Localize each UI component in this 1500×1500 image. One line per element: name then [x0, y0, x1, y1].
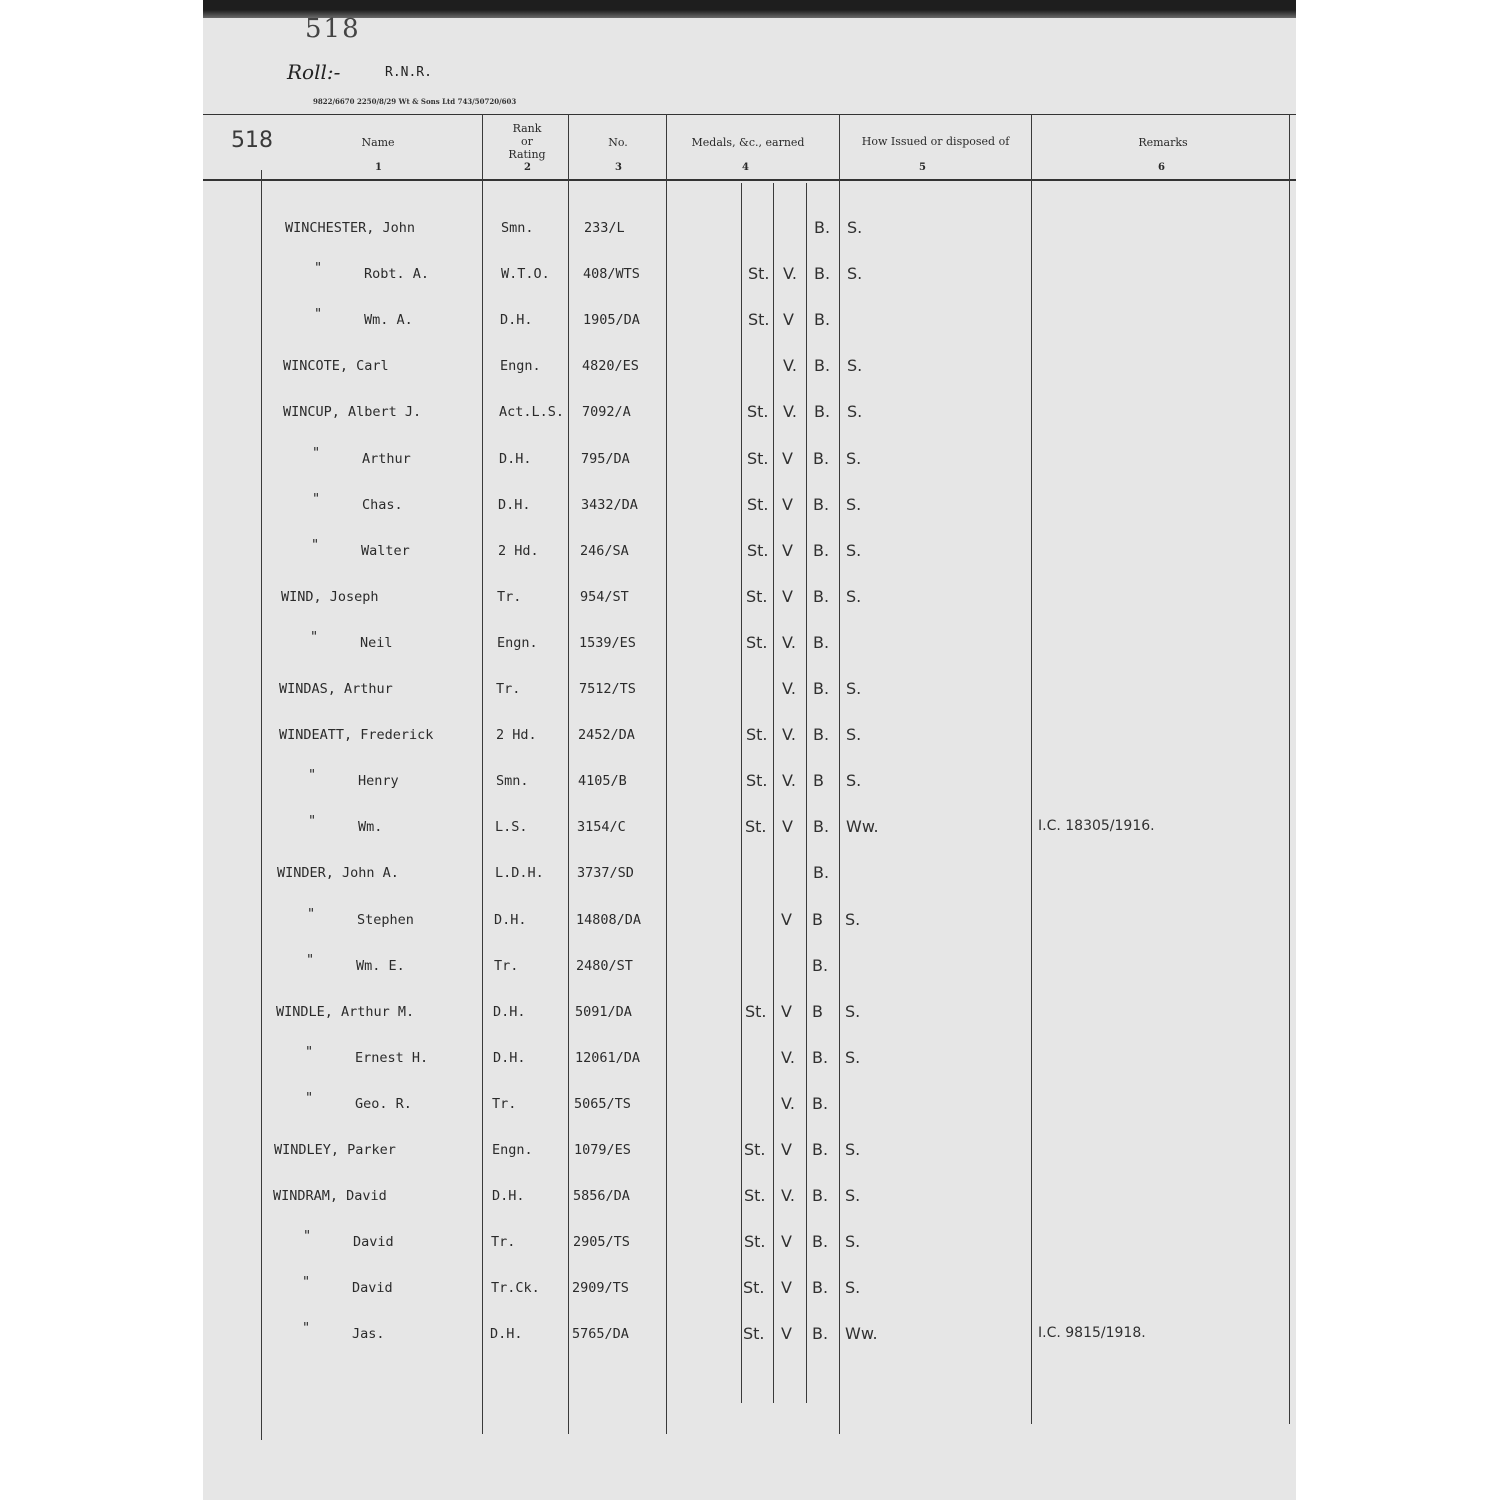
rank-cell: Tr. — [494, 958, 519, 974]
medal-victory: V — [782, 541, 793, 560]
medal-british: B. — [813, 633, 830, 652]
number-cell: 12061/DA — [575, 1050, 641, 1066]
medal-victory: V. — [782, 679, 796, 698]
rank-cell: Act.L.S. — [499, 404, 565, 420]
given-name: David — [353, 1234, 394, 1250]
medal-star: St. — [743, 1278, 765, 1297]
medal-star: St. — [747, 402, 769, 421]
col-num-no: 3 — [615, 162, 622, 173]
number-cell: 5091/DA — [575, 1004, 632, 1020]
surname-name: WINDLE, Arthur M. — [276, 1004, 415, 1020]
col-rule-left-margin — [261, 170, 262, 1440]
number-cell: 1539/ES — [579, 635, 636, 651]
rank-cell: D.H. — [490, 1326, 523, 1342]
surname-name: WINCHESTER, John — [285, 220, 416, 236]
medal-victory: V. — [783, 402, 797, 421]
rank-cell: Engn. — [492, 1142, 533, 1158]
medal-british: B. — [813, 725, 830, 744]
medal-star: St. — [743, 1324, 765, 1343]
medal-victory: V. — [781, 1094, 795, 1113]
page-number-margin: 518 — [231, 128, 273, 153]
ditto-mark: " — [302, 1274, 311, 1290]
remarks-cell: I.C. 18305/1916. — [1038, 818, 1155, 834]
ditto-mark: " — [310, 629, 319, 645]
medal-british: B. — [812, 1324, 829, 1343]
medal-british: B. — [812, 1094, 829, 1113]
medal-victory: V — [782, 449, 793, 468]
medal-victory: V — [783, 310, 794, 329]
medal-victory: V — [781, 1324, 792, 1343]
medal-star: St. — [747, 449, 769, 468]
number-cell: 1905/DA — [583, 312, 640, 328]
col-rule-rank — [568, 114, 569, 1434]
medal-star: St. — [748, 264, 770, 283]
medal-victory: V. — [782, 633, 796, 652]
given-name: Wm. E. — [356, 958, 405, 974]
page-top-shadow — [203, 0, 1296, 18]
medal-star: St. — [745, 817, 767, 836]
ditto-mark: " — [312, 491, 321, 507]
ditto-mark: " — [312, 445, 321, 461]
medal-star: St. — [745, 1002, 767, 1021]
medal-british: B. — [814, 356, 831, 375]
number-cell: 246/SA — [580, 543, 629, 559]
roll-label: Roll:- — [287, 60, 341, 84]
medal-british: B. — [813, 541, 830, 560]
rank-cell: 2 Hd. — [498, 543, 539, 559]
number-cell: 954/ST — [580, 589, 629, 605]
header-bottom-rule — [203, 179, 1296, 181]
medal-star: St. — [746, 771, 768, 790]
number-cell: 2452/DA — [578, 727, 635, 743]
issued-cell: S. — [845, 1140, 861, 1159]
medal-british: B. — [812, 1186, 829, 1205]
medal-british: B. — [812, 956, 829, 975]
medal-victory: V — [781, 1002, 792, 1021]
rank-cell: 2 Hd. — [496, 727, 537, 743]
medal-victory: V — [781, 910, 792, 929]
medal-british: B — [813, 771, 824, 790]
medal-star: St. — [744, 1186, 766, 1205]
ditto-mark: " — [306, 952, 315, 968]
medal-british: B. — [812, 1140, 829, 1159]
number-cell: 3154/C — [577, 819, 626, 835]
medal-star: St. — [747, 495, 769, 514]
number-cell: 2909/TS — [572, 1280, 629, 1296]
roll-page — [203, 0, 1296, 1500]
rank-cell: L.S. — [495, 819, 528, 835]
col-num-rank: 2 — [524, 162, 531, 173]
page-number-top: 518 — [305, 14, 361, 44]
medal-victory: V. — [783, 356, 797, 375]
medal-star: St. — [744, 1232, 766, 1251]
medal-british: B. — [813, 587, 830, 606]
surname-name: WINCOTE, Carl — [283, 358, 389, 374]
medal-british: B. — [814, 218, 831, 237]
medal-british: B. — [813, 679, 830, 698]
medal-rule-2 — [773, 183, 774, 1403]
surname-name: WINDEATT, Frederick — [279, 727, 434, 743]
rank-cell: W.T.O. — [501, 266, 550, 282]
medal-victory: V — [782, 587, 793, 606]
rank-cell: Tr. — [497, 589, 522, 605]
given-name: Arthur — [362, 451, 411, 467]
ditto-mark: " — [311, 537, 320, 553]
col-header-name: Name — [361, 136, 395, 149]
medal-british: B. — [814, 264, 831, 283]
given-name: Ernest H. — [355, 1050, 429, 1066]
surname-name: WINCUP, Albert J. — [283, 404, 422, 420]
issued-cell: S. — [847, 218, 863, 237]
issued-cell: S. — [847, 402, 863, 421]
ditto-mark: " — [302, 1320, 311, 1336]
number-cell: 3432/DA — [581, 497, 638, 513]
medal-star: St. — [746, 587, 768, 606]
issued-cell: S. — [846, 541, 862, 560]
medal-star: St. — [746, 725, 768, 744]
issued-cell: Ww. — [846, 817, 879, 836]
given-name: Wm. — [358, 819, 383, 835]
number-cell: 7512/TS — [579, 681, 636, 697]
col-num-name: 1 — [375, 162, 382, 173]
rank-cell: Tr. — [492, 1096, 517, 1112]
number-cell: 14808/DA — [576, 912, 642, 928]
ditto-mark: " — [314, 260, 323, 276]
issued-cell: S. — [845, 1002, 861, 1021]
surname-name: WINDER, John A. — [277, 865, 399, 881]
given-name: Geo. R. — [355, 1096, 412, 1112]
rank-cell: L.D.H. — [495, 865, 544, 881]
number-cell: 2905/TS — [573, 1234, 630, 1250]
medal-british: B. — [812, 1048, 829, 1067]
issued-cell: S. — [846, 587, 862, 606]
col-header-issued: How Issued or disposed of — [861, 135, 1010, 148]
surname-name: WIND, Joseph — [281, 589, 379, 605]
given-name: Walter — [361, 543, 410, 559]
number-cell: 5765/DA — [572, 1326, 629, 1342]
given-name: Chas. — [362, 497, 403, 513]
rank-cell: D.H. — [499, 451, 532, 467]
issued-cell: S. — [847, 356, 863, 375]
ditto-mark: " — [305, 1044, 314, 1060]
rank-cell: Tr.Ck. — [491, 1280, 540, 1296]
number-cell: 3737/SD — [577, 865, 634, 881]
medal-star: St. — [744, 1140, 766, 1159]
medal-victory: V — [781, 1232, 792, 1251]
ditto-mark: " — [308, 813, 317, 829]
medal-victory: V — [782, 817, 793, 836]
rank-cell: D.H. — [492, 1188, 525, 1204]
medal-star: St. — [748, 310, 770, 329]
issued-cell: S. — [846, 449, 862, 468]
medal-british: B. — [813, 449, 830, 468]
rank-cell: D.H. — [498, 497, 531, 513]
issued-cell: Ww. — [845, 1324, 878, 1343]
medal-star: St. — [747, 541, 769, 560]
medal-british: B. — [814, 402, 831, 421]
col-num-medals: 4 — [742, 162, 749, 173]
medal-victory: V. — [781, 1186, 795, 1205]
ditto-mark: " — [314, 306, 323, 322]
rank-cell: D.H. — [494, 912, 527, 928]
given-name: Jas. — [352, 1326, 385, 1342]
medal-victory: V. — [783, 264, 797, 283]
issued-cell: S. — [847, 264, 863, 283]
header-top-rule — [203, 114, 1296, 115]
ditto-mark: " — [305, 1090, 314, 1106]
medal-star: St. — [746, 633, 768, 652]
issued-cell: S. — [845, 910, 861, 929]
issued-cell: S. — [846, 679, 862, 698]
col-rule-issued — [1031, 114, 1032, 1424]
given-name: Henry — [358, 773, 399, 789]
issued-cell: S. — [846, 495, 862, 514]
medal-rule-1 — [741, 183, 742, 1403]
rank-cell: Smn. — [501, 220, 534, 236]
number-cell: 5856/DA — [573, 1188, 630, 1204]
medal-victory: V — [782, 495, 793, 514]
medal-british: B — [812, 910, 823, 929]
medal-british: B. — [813, 817, 830, 836]
number-cell: 4820/ES — [582, 358, 639, 374]
number-cell: 233/L — [584, 220, 625, 236]
issued-cell: S. — [845, 1232, 861, 1251]
col-header-rank: Rank or Rating — [508, 122, 546, 161]
col-header-medals: Medals, &c., earned — [691, 136, 805, 149]
col-rule-right — [1289, 114, 1290, 1424]
col-rule-medals — [839, 114, 840, 1434]
issued-cell: S. — [846, 771, 862, 790]
number-cell: 408/WTS — [583, 266, 640, 282]
medal-victory: V. — [781, 1048, 795, 1067]
rank-cell: Smn. — [496, 773, 529, 789]
col-rule-no — [666, 114, 667, 1434]
medal-victory: V — [781, 1140, 792, 1159]
number-cell: 7092/A — [582, 404, 631, 420]
surname-name: WINDAS, Arthur — [279, 681, 393, 697]
given-name: Wm. A. — [364, 312, 413, 328]
rank-cell: Engn. — [497, 635, 538, 651]
rank-cell: Tr. — [496, 681, 521, 697]
rank-cell: D.H. — [500, 312, 533, 328]
medal-rule-3 — [806, 183, 807, 1403]
surname-name: WINDRAM, David — [273, 1188, 387, 1204]
medal-victory: V — [781, 1278, 792, 1297]
col-num-remarks: 6 — [1158, 162, 1165, 173]
remarks-cell: I.C. 9815/1918. — [1038, 1325, 1146, 1341]
col-header-no: No. — [608, 136, 628, 149]
given-name: Stephen — [357, 912, 414, 928]
given-name: David — [352, 1280, 393, 1296]
ditto-mark: " — [307, 906, 316, 922]
medal-british: B. — [814, 310, 831, 329]
rank-cell: D.H. — [493, 1050, 526, 1066]
rank-cell: D.H. — [493, 1004, 526, 1020]
number-cell: 4105/B — [578, 773, 627, 789]
medal-victory: V. — [782, 725, 796, 744]
medal-british: B. — [812, 1232, 829, 1251]
medal-british: B. — [813, 495, 830, 514]
medal-british: B. — [813, 863, 830, 882]
rank-cell: Tr. — [491, 1234, 516, 1250]
given-name: Robt. A. — [364, 266, 430, 282]
number-cell: 795/DA — [581, 451, 630, 467]
printer-line: 9822/6670 2250/8/29 Wt & Sons Ltd 743/50720/603 — [313, 97, 517, 106]
ditto-mark: " — [303, 1228, 312, 1244]
roll-value: R.N.R. — [385, 65, 432, 80]
col-rule-name — [482, 114, 483, 1434]
given-name: Neil — [360, 635, 393, 651]
col-num-issued: 5 — [919, 162, 926, 173]
ditto-mark: " — [308, 767, 317, 783]
medal-british: B. — [812, 1278, 829, 1297]
medal-british: B — [812, 1002, 823, 1021]
issued-cell: S. — [845, 1186, 861, 1205]
col-header-remarks: Remarks — [1138, 136, 1188, 149]
number-cell: 2480/ST — [576, 958, 633, 974]
number-cell: 1079/ES — [574, 1142, 631, 1158]
issued-cell: S. — [845, 1278, 861, 1297]
number-cell: 5065/TS — [574, 1096, 631, 1112]
issued-cell: S. — [846, 725, 862, 744]
surname-name: WINDLEY, Parker — [274, 1142, 396, 1158]
medal-victory: V. — [782, 771, 796, 790]
rank-cell: Engn. — [500, 358, 541, 374]
issued-cell: S. — [845, 1048, 861, 1067]
